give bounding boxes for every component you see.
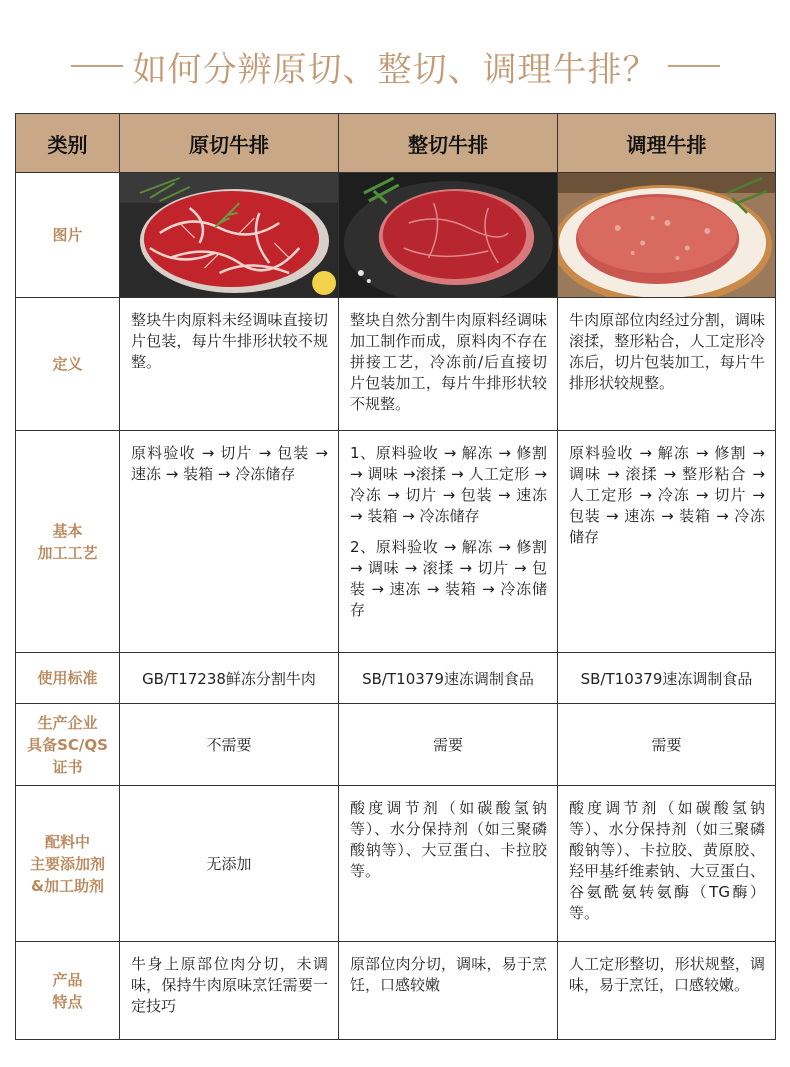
row-definition (16, 298, 776, 431)
header-category: 类别 (16, 114, 120, 173)
title-bar (0, 36, 790, 96)
page-title: 如何分辨原切、整切、调理牛排？ (132, 49, 658, 90)
label-additives: 配料中 主要添加剂 &加工助剂 (16, 786, 120, 942)
features-marinated: 人工定形整切，形状规整，调味，易于烹饪，口感较嫩。 (558, 942, 776, 1040)
image-marinated-steak (558, 173, 776, 298)
process-whole-cut-method-1: 1、原料验收 → 解冻 → 修割 → 调味 →滚揉 → 人工定形 → 冷冻 → 切片 → 包装 → 速冻 → 装箱 → 冷冻储存 (350, 444, 547, 525)
process-whole-cut-method-2: 2、原料验收 → 解冻 → 修割 → 调味 → 滚揉 → 切片 → 包装 → 速冻 → 装箱 → 冷冻储存 (350, 538, 547, 619)
additives-marinated: 酸度调节剂（如碳酸氢钠等）、水分保持剂（如三聚磷酸钠等）、卡拉胶、黄原胶、羟甲基纤维素钠、大豆蛋白、谷氨酰氨转氨酶（TG酶）等。 (558, 786, 776, 942)
row-process (16, 431, 776, 653)
row-standard (16, 653, 776, 704)
process-marinated: 原料验收 → 解冻 → 修割 → 调味 → 滚揉 → 整形粘合 → 人工定形 → 冷冻 → 切片 → 包装 → 速冻 → 装箱 → 冷冻储存 (558, 431, 776, 653)
standard-marinated: SB/T10379速冻调制食品 (558, 653, 776, 704)
license-whole-cut: 需要 (339, 704, 558, 786)
additives-whole-cut: 酸度调节剂（如碳酸氢钠等）、水分保持剂（如三聚磷酸钠等）、大豆蛋白、卡拉胶等。 (339, 786, 558, 942)
image-raw-cut-steak (120, 173, 339, 298)
features-whole-cut: 原部位肉分切，调味，易于烹饪，口感较嫩 (339, 942, 558, 1040)
row-additives (16, 786, 776, 942)
header-raw-cut: 原切牛排 (120, 114, 339, 173)
definition-raw-cut: 整块牛肉原料未经调味直接切片包装，每片牛排形状较不规整。 (120, 298, 339, 431)
process-whole-cut (339, 431, 558, 653)
features-raw-cut: 牛身上原部位肉分切，未调味，保持牛肉原味烹饪需要一定技巧 (120, 942, 339, 1040)
label-process: 基本 加工工艺 (16, 431, 120, 653)
title-left-rule (71, 65, 123, 67)
image-whole-cut-steak (339, 173, 558, 298)
label-features: 产品 特点 (16, 942, 120, 1040)
standard-whole-cut: SB/T10379速冻调制食品 (339, 653, 558, 704)
label-standard: 使用标准 (16, 653, 120, 704)
header-whole-cut: 整切牛排 (339, 114, 558, 173)
definition-whole-cut: 整块自然分割牛肉原料经调味加工制作而成，原料肉不存在拼接工艺，冷冻前/后直接切片包装加工，每片牛排形状较不规整。 (339, 298, 558, 431)
license-marinated: 需要 (558, 704, 776, 786)
process-raw-cut: 原料验收 → 切片 → 包装 → 速冻 → 装箱 → 冷冻储存 (120, 431, 339, 653)
header-marinated: 调理牛排 (558, 114, 776, 173)
standard-raw-cut: GB/T17238鲜冻分割牛肉 (120, 653, 339, 704)
row-image (16, 173, 776, 298)
label-license: 生产企业 具备SC/QS 证书 (16, 704, 120, 786)
row-features (16, 942, 776, 1040)
label-image: 图片 (16, 173, 120, 298)
label-definition: 定义 (16, 298, 120, 431)
additives-raw-cut: 无添加 (120, 786, 339, 942)
row-license (16, 704, 776, 786)
header-row (16, 114, 776, 173)
title-right-rule (668, 65, 720, 67)
definition-marinated: 牛肉原部位肉经过分割，调味滚揉，整形粘合，人工定形冷冻后，切片包装加工，每片牛排形状较规整。 (558, 298, 776, 431)
comparison-table (15, 113, 776, 1040)
license-raw-cut: 不需要 (120, 704, 339, 786)
